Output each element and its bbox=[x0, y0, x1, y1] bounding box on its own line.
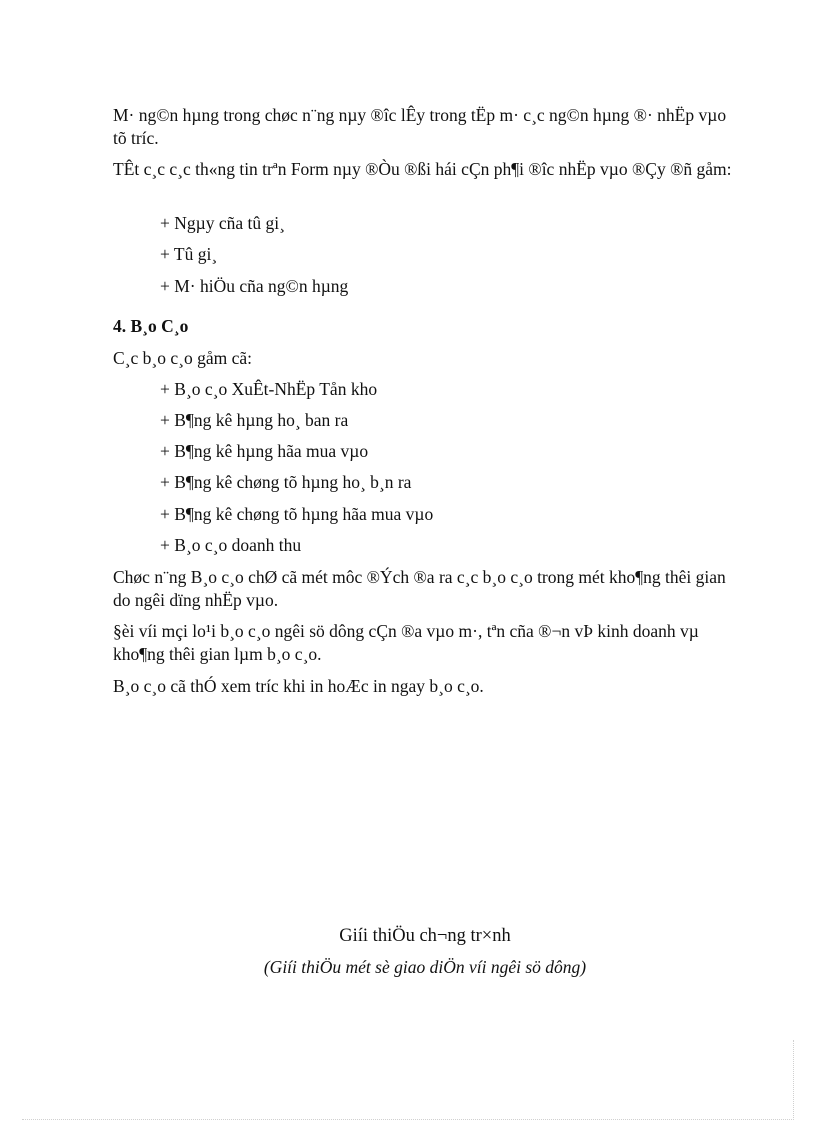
list-item: + B¸o c¸o doanh thu bbox=[160, 535, 302, 555]
section-title: Giíi thiÖu ch¬ng tr×nh bbox=[339, 926, 511, 946]
list-item: + M· hiÖu cña ng©n hµng bbox=[160, 276, 349, 296]
list-item: + B¶ng kê chøng tõ hµng ho¸ b¸n ra bbox=[160, 472, 412, 492]
paragraph-form-info: TÊt c¸c c¸c th«ng tin trªn Form nµy ®Òu ®ßi hái cÇn ph¶i ®îc nhËp vµo ®Çy ®ñ gåm: bbox=[113, 159, 732, 179]
paragraph-bank-code: M· ng©n hµng trong chøc n¨ng nµy ®îc lÊy trong tËp m· c¸c ng©n hµng ®· nhËp vµo tõ tríc. bbox=[113, 105, 727, 148]
paragraph-report-input: §èi víi mçi lo¹i b¸o c¸o ngêi sö dông cÇn ®a vµo m·, tªn cña ®¬n vÞ kinh doanh vµ kho¶ng thêi gian lµm b¸o c¸o. bbox=[113, 621, 699, 664]
list-item: + B¸o c¸o XuÊt-NhËp Tån kho bbox=[160, 379, 378, 399]
paragraph-reports-intro: C¸c b¸o c¸o gåm cã: bbox=[113, 348, 252, 368]
paragraph-report-function: Chøc n¨ng B¸o c¸o chØ cã mét môc ®Ých ®a ra c¸c b¸o c¸o trong mét kho¶ng thêi gian do ngêi dïng nhËp vµo. bbox=[113, 567, 726, 610]
list-item: + B¶ng kê hµng hãa mua vµo bbox=[160, 441, 369, 461]
page-border-bottom bbox=[22, 1119, 794, 1120]
list-item: + Ngµy cña tû gi¸ bbox=[160, 213, 285, 233]
paragraph-report-preview: B¸o c¸o cã thÓ xem tríc khi in hoÆc in ngay b¸o c¸o. bbox=[113, 676, 484, 696]
section-heading-reports: 4. B¸o C¸o bbox=[113, 316, 189, 336]
section-subtitle: (Giíi thiÖu mét sè giao diÖn víi ngêi sö dông) bbox=[263, 957, 587, 977]
list-item: + B¶ng kê hµng ho¸ ban ra bbox=[160, 410, 349, 430]
list-item: + B¶ng kê chøng tõ hµng hãa mua vµo bbox=[160, 504, 434, 524]
list-item: + Tû gi¸ bbox=[160, 244, 218, 264]
page-border-right bbox=[793, 1040, 794, 1120]
